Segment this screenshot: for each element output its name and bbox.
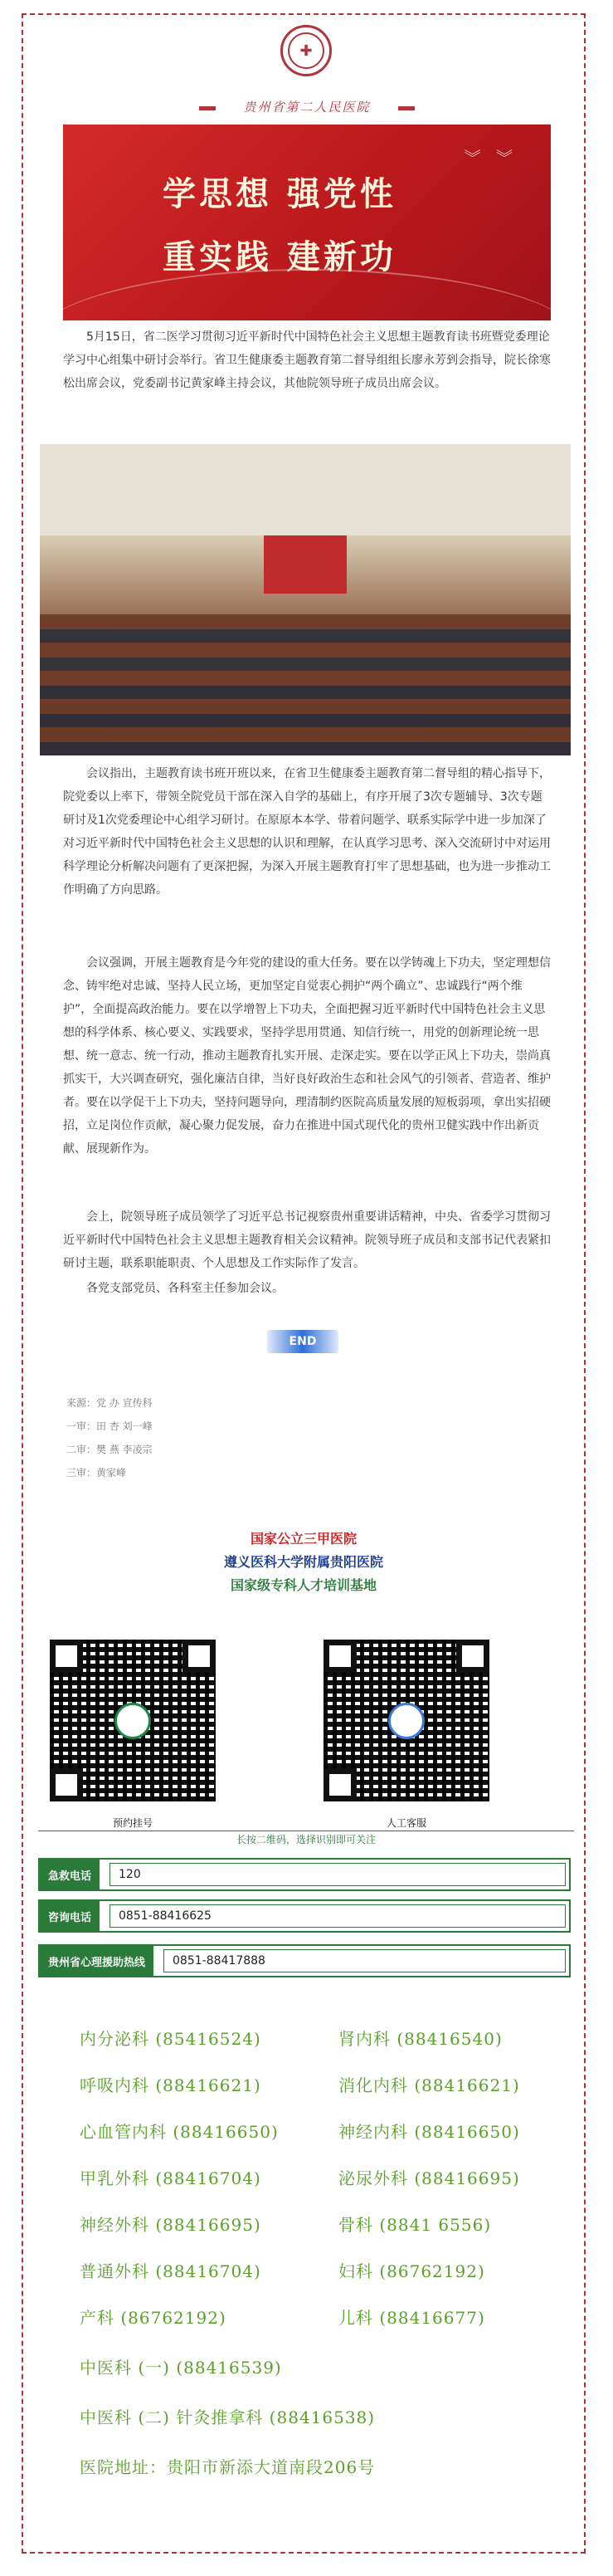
dept-item: 产科 (86762192) xyxy=(80,2308,226,2328)
footer-title-1: 国家公立三甲医院 xyxy=(250,1531,357,1547)
hospital-address: 医院地址：贵阳市新添大道南段206号 xyxy=(80,2457,376,2477)
credit-line: 三审：黄家峰 xyxy=(66,1467,127,1479)
qr-left-caption: 预约挂号 xyxy=(112,1817,153,1829)
credit-line: 二审：樊 燕 李凌宗 xyxy=(66,1444,153,1455)
dept-item: 妇科 (86762192) xyxy=(338,2261,485,2281)
contact-emergency xyxy=(38,1858,571,1891)
banner-line-1: 学思想 强党性 xyxy=(163,174,397,213)
dept-item: 普通外科 (88416704) xyxy=(80,2261,261,2281)
hospital-logo-icon: ✚ xyxy=(280,25,332,76)
credit-line: 一审：田 杏 刘一峰 xyxy=(66,1420,153,1432)
qr-code-appointment[interactable] xyxy=(50,1640,216,1801)
dept-tcm-1: 中医科 (一) (88416539) xyxy=(80,2358,282,2378)
end-marker: END xyxy=(267,1330,338,1353)
footer-title-3: 国家级专科人才培训基地 xyxy=(230,1577,377,1593)
dept-item: 内分泌科 (85416524) xyxy=(80,2029,261,2049)
theme-banner xyxy=(63,125,551,320)
dept-item: 神经外科 (88416695) xyxy=(80,2215,261,2235)
long-press-hint: 长按二维码，选择识别即可关注 xyxy=(38,1831,574,1848)
article-paragraph-4: 会上，院领导班子成员领学了习近平总书记视察贵州重要讲话精神，中央、省委学习贯彻习近平新时代中国特色社会主义思想主题教育相关会议精神。院领导班子成员和支部书记代表紧扣研讨主题，联系职能职责、个人思想及工作实际作了发言。 xyxy=(63,1210,551,1270)
banner-line-2: 重实践 建新功 xyxy=(163,237,397,276)
contact-value[interactable]: 0851-88416625 xyxy=(109,1904,566,1928)
dept-item: 肾内科 (88416540) xyxy=(338,2029,503,2049)
footer-title-2: 遵义医科大学附属贵阳医院 xyxy=(223,1554,383,1570)
hospital-name-row xyxy=(199,98,415,118)
dept-item: 甲乳外科 (88416704) xyxy=(80,2168,261,2188)
contact-label: 急救电话 xyxy=(40,1860,100,1889)
contact-label: 咨询电话 xyxy=(40,1901,100,1931)
contact-value[interactable]: 0851-88417888 xyxy=(163,1949,566,1972)
dept-item: 儿科 (88416677) xyxy=(338,2308,485,2328)
contact-value[interactable]: 120 xyxy=(109,1863,566,1886)
article-paragraph-3: 会议强调，开展主题教育是今年党的建设的重大任务。要在以学铸魂上下功夫，坚定理想信念、铸牢绝对忠诚、坚持人民立场，更加坚定自觉衷心拥护“两个确立”、忠诚践行“两个维护”，全面提高政治能力。要在以学增智上下功夫，全面把握习近平新时代中国特色社会主义思想的科学体系、核心要义、实践要求，坚持学思用贯通、知信行统一，用党的创新理论统一思想、统一意志、统一行动，推动主题教育扎实开展、走深走实。要在以学正风上下功夫，崇尚真抓实干，大兴调查研究，强化廉洁自律，当好良好政治生态和社会风气的引领者、营造者、维护者。要在以学促干上下功夫，坚持问题导向，理清制约医院高质量发展的短板弱项，拿出实招硬招，立足岗位作贡献，凝心聚力促发展，奋力在推进中国式现代化的贵州卫健实践中作出新贡献、展现新作为。 xyxy=(63,956,551,1156)
contact-consult xyxy=(38,1899,571,1933)
dept-tcm-2: 中医科 (二) 针灸推拿科 (88416538) xyxy=(80,2407,376,2427)
credits xyxy=(66,1391,153,1484)
credit-line: 来源：党 办 宣传科 xyxy=(66,1397,153,1409)
dept-item: 神经内科 (88416650) xyxy=(338,2122,520,2142)
dept-item: 心血管内科 (88416650) xyxy=(80,2122,279,2142)
dept-item: 呼吸内科 (88416621) xyxy=(80,2075,261,2095)
article-paragraph-2: 会议指出，主题教育读书班开班以来，在省卫生健康委主题教育第二督导组的精心指导下，院党委以上率下，带领全院党员干部在深入自学的基础上，有序开展了3次专题辅导、3次专题研讨及1次党委理论中心组学习研讨。在原原本本学、带着问题学、联系实际学中进一步加深了对习近平新时代中国特色社会主义思想的认识和理解，在认真学习思考、深入交流研讨中对运用科学理论分析解决问题有了更深把握，为深入开展主题教育打牢了思想基础，也为进一步推动工作明确了方向思路。 xyxy=(63,767,551,897)
birds-icon: ︾ ︾ xyxy=(464,148,518,168)
qr-right-caption: 人工客服 xyxy=(386,1817,426,1829)
dept-item: 消化内科 (88416621) xyxy=(338,2075,520,2095)
article-paragraph-5: 各党支部党员、各科室主任参加会议。 xyxy=(86,1282,284,1295)
hospital-name: 贵州省第二人民医院 xyxy=(243,100,371,115)
qr-code-service[interactable] xyxy=(324,1640,489,1801)
footer-titles xyxy=(22,1528,586,1597)
meeting-photo xyxy=(40,444,571,755)
dept-item: 骨科 (8841 6556) xyxy=(338,2215,492,2235)
dept-item: 泌尿外科 (88416695) xyxy=(338,2168,520,2188)
article-paragraph-1: 5月15日，省二医学习贯彻习近平新时代中国特色社会主义思想主题教育读书班暨党委理论学习中心组集中研讨会举行。省卫生健康委主题教育第二督导组组长廖永芳到会指导，院长徐寒松出席会议，党委副书记黄家峰主持会议，其他院领导班子成员出席会议。 xyxy=(63,330,551,390)
contact-psych-hotline xyxy=(38,1944,571,1977)
contact-label: 贵州省心理援助热线 xyxy=(40,1946,153,1976)
